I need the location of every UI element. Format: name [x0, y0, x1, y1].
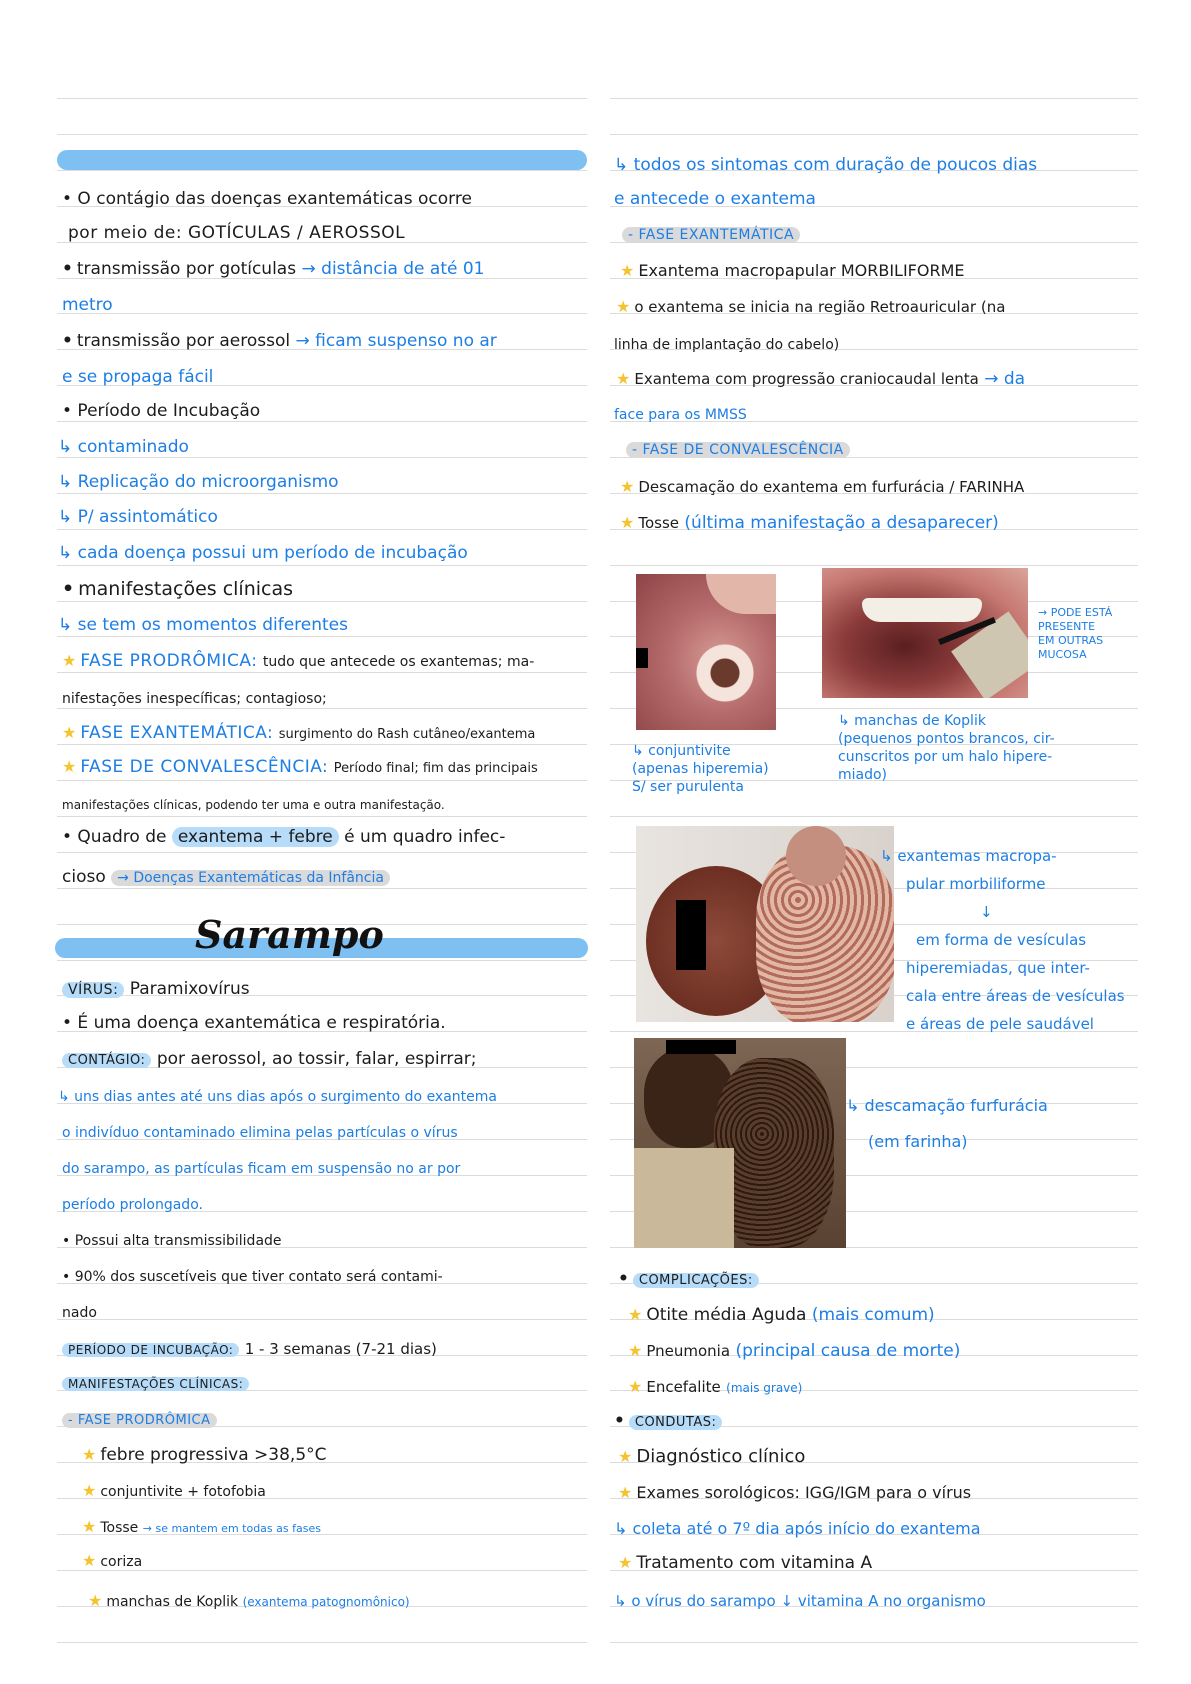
star-icon: ★ — [628, 1377, 643, 1396]
note-line: • Quadro de exantema + febre é um quadro infec- — [62, 827, 506, 847]
note-line: • É uma doença exantemática e respiratória. — [62, 1013, 446, 1033]
ruled-line — [57, 1642, 587, 1643]
ruled-line — [57, 170, 587, 171]
note-line: ★ Diagnóstico clínico — [618, 1446, 806, 1467]
note-line: linha de implantação do cabelo) — [614, 337, 840, 353]
star-icon: ★ — [628, 1341, 643, 1360]
note-line: do sarampo, as partículas ficam em suspensão no ar por — [62, 1161, 461, 1177]
ruled-line — [57, 636, 587, 637]
note-line: ★ febre progressiva >38,5°C — [82, 1445, 327, 1465]
note-line: ↳ uns dias antes até uns dias após o surgimento do exantema — [58, 1089, 497, 1105]
note-line: ★ FASE DE CONVALESCÊNCIA: Período final; fim das principais — [62, 757, 538, 777]
caption-peeling: ↳ descamação furfurácia (em farinha) — [846, 1096, 1048, 1151]
ruled-line — [57, 134, 587, 135]
note-line: ★ Descamação do exantema em furfurácia / FARINHA — [620, 477, 1025, 496]
note-line: ↳ Replicação do microorganismo — [58, 472, 339, 492]
star-icon: ★ — [616, 369, 631, 388]
ruled-line — [610, 98, 1138, 99]
note-line: ★ coriza — [82, 1551, 143, 1570]
note-line: • COMPLICAÇÕES: — [618, 1268, 759, 1292]
caption-conjunctivitis: ↳ conjuntivite (apenas hiperemia) S/ ser purulenta — [632, 743, 769, 795]
ruled-line — [57, 601, 587, 602]
ruled-line — [57, 529, 587, 530]
note-line: - FASE DE CONVALESCÊNCIA — [626, 438, 850, 461]
star-icon: ★ — [82, 1445, 97, 1464]
photo-conjunctivitis-eye — [636, 574, 776, 730]
note-line: ↳ todos os sintomas com duração de poucos dias — [614, 155, 1038, 175]
note-line: ↳ coleta até o 7º dia após início do exantema — [614, 1519, 981, 1538]
note-line: ★ Otite média Aguda (mais comum) — [628, 1305, 935, 1325]
star-icon: ★ — [620, 477, 635, 496]
note-line: ★ o exantema se inicia na região Retroauricular (na — [616, 297, 1006, 316]
note-line: ★ Pneumonia (principal causa de morte) — [628, 1341, 961, 1361]
note-line: ★ Tosse → se mantem em todas as fases — [82, 1517, 321, 1536]
star-icon: ★ — [618, 1553, 633, 1572]
note-line: • O contágio das doenças exantemáticas ocorre — [62, 189, 472, 209]
ruled-line — [57, 98, 587, 99]
ruled-line — [57, 960, 587, 961]
star-icon: ★ — [62, 651, 77, 670]
note-line: • transmissão por gotículas → distância de até 01 — [62, 259, 485, 279]
note-line: ↳ contaminado — [58, 437, 189, 457]
note-line: nado — [62, 1305, 97, 1321]
note-line: ★ Tosse (última manifestação a desaparecer) — [620, 513, 999, 533]
ruled-line — [57, 852, 587, 853]
note-line: nifestações inespecíficas; contagioso; — [62, 691, 327, 707]
note-line: período prolongado. — [62, 1197, 203, 1213]
ruled-line — [610, 816, 1138, 817]
censor-bar — [666, 1040, 736, 1054]
censor-bar — [636, 648, 648, 668]
note-line: e se propaga fácil — [62, 367, 214, 387]
star-icon: ★ — [88, 1591, 103, 1610]
note-line: • manifestações clínicas — [62, 578, 294, 600]
note-line: ★ FASE EXANTEMÁTICA: surgimento do Rash cutâneo/exantema — [62, 723, 536, 743]
photo-furfuraceous-peeling — [634, 1038, 846, 1248]
star-icon: ★ — [616, 297, 631, 316]
ruled-line — [57, 565, 587, 566]
ruled-line — [57, 1319, 587, 1320]
note-line: • Período de Incubação — [62, 401, 261, 421]
ruled-line — [610, 565, 1138, 566]
ruled-line — [610, 134, 1138, 135]
star-icon: ★ — [62, 723, 77, 742]
caption-exanthem: ↳ exantemas macropa- pular morbiliforme ↓ em forma de vesículas hiperemiadas, que inter- cala entre áreas de vesículas e áreas de pele saudável — [880, 847, 1125, 1033]
note-line: CONTÁGIO: por aerossol, ao tossir, falar, espirrar; — [62, 1048, 476, 1072]
note-line: metro — [62, 295, 113, 315]
ruled-line — [57, 816, 587, 817]
note-line: MANIFESTAÇÕES CLÍNICAS: — [62, 1372, 249, 1395]
note-line: manifestações clínicas, podendo ter uma e outra manifestação. — [62, 798, 445, 812]
note-line: VÍRUS: Paramixovírus — [62, 978, 250, 1001]
section-bar-top — [57, 150, 587, 170]
note-line: PERÍODO DE INCUBAÇÃO: 1 - 3 semanas (7-21 dias) — [62, 1338, 437, 1361]
star-icon: ★ — [82, 1551, 97, 1570]
ruled-line — [57, 493, 587, 494]
note-line: • 90% dos suscetíveis que tiver contato será contami- — [62, 1269, 443, 1285]
photo-koplik-spots — [822, 568, 1028, 698]
star-icon: ★ — [620, 261, 635, 280]
note-line: ★ manchas de Koplik (exantema patognomônico) — [88, 1591, 410, 1610]
caption-mucosa: → PODE ESTÁ PRESENTE EM OUTRAS MUCOSA — [1038, 606, 1113, 661]
page-title: Sarampo — [195, 912, 384, 957]
note-line: ↳ P/ assintomático — [58, 507, 218, 527]
note-line: por meio de: GOTÍCULAS / AEROSSOL — [68, 223, 406, 243]
star-icon: ★ — [82, 1481, 97, 1500]
note-line: o indivíduo contaminado elimina pelas partículas o vírus — [62, 1125, 458, 1141]
note-line: - FASE EXANTEMÁTICA — [622, 223, 800, 246]
note-line: • transmissão por aerossol → ficam suspenso no ar — [62, 331, 497, 351]
note-line: ★ Encefalite (mais grave) — [628, 1377, 803, 1396]
ruled-line — [57, 780, 587, 781]
note-line: • CONDUTAS: — [614, 1410, 722, 1434]
star-icon: ★ — [618, 1447, 633, 1466]
star-icon: ★ — [628, 1305, 643, 1324]
note-line: ★ FASE PRODRÔMICA: tudo que antecede os exantemas; ma- — [62, 651, 535, 671]
star-icon: ★ — [82, 1517, 97, 1536]
ruled-line — [610, 1642, 1138, 1643]
note-line: ★ Exames sorológicos: IGG/IGM para o vírus — [618, 1483, 972, 1502]
photo-child-rash — [636, 826, 894, 1022]
star-icon: ★ — [62, 757, 77, 776]
note-line: - FASE PRODRÔMICA — [62, 1408, 217, 1432]
note-line: ★ Exantema macropapular MORBILIFORME — [620, 261, 965, 280]
note-line: face para os MMSS — [614, 407, 747, 423]
note-line: ★ Tratamento com vitamina A — [618, 1553, 873, 1573]
note-line: ★ Exantema com progressão craniocaudal lenta → da — [616, 369, 1026, 389]
caption-koplik: ↳ manchas de Koplik (pequenos pontos brancos, cir- cunscritos por um halo hipere- miado) — [838, 713, 1055, 783]
ruled-line — [57, 313, 587, 314]
note-line: e antecede o exantema — [614, 189, 816, 209]
note-line: • Possui alta transmissibilidade — [62, 1233, 282, 1249]
star-icon: ★ — [618, 1483, 633, 1502]
note-line: ↳ cada doença possui um período de incubação — [58, 543, 468, 563]
note-line: cioso → Doenças Exantemáticas da Infância — [62, 866, 390, 889]
censor-bar — [676, 900, 706, 970]
note-line: ★ conjuntivite + fotofobia — [82, 1481, 266, 1500]
star-icon: ★ — [620, 513, 635, 532]
note-line: ↳ se tem os momentos diferentes — [58, 615, 348, 635]
note-line: ↳ o vírus do sarampo ↓ vitamina A no organismo — [614, 1592, 986, 1610]
